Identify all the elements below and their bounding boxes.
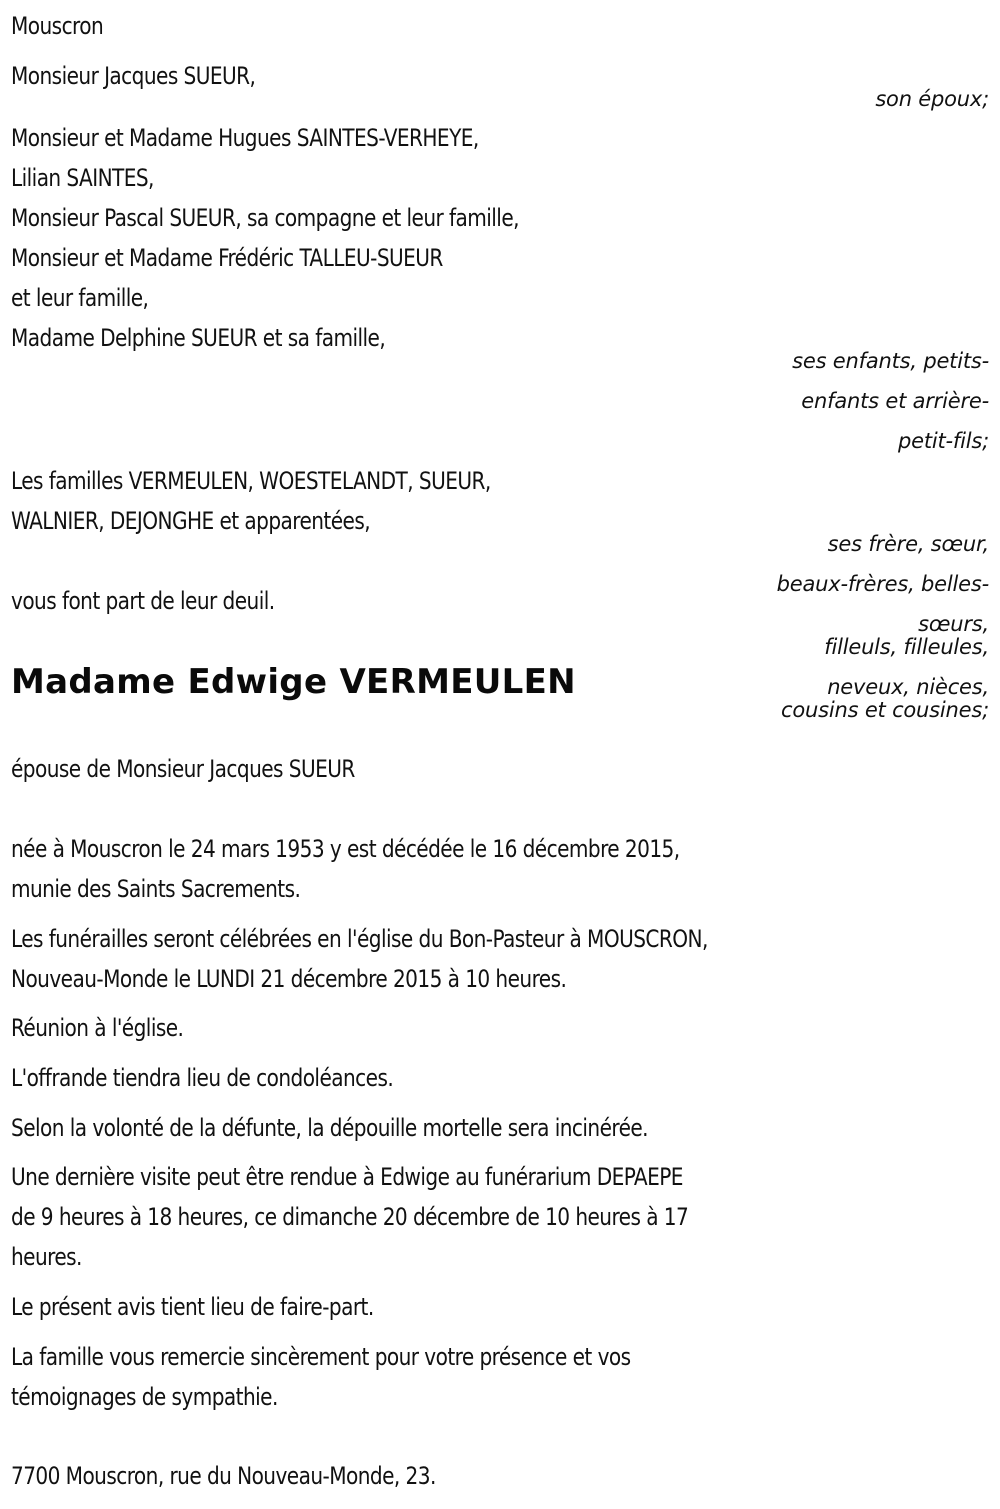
relation-line: neveux, nièces, (827, 675, 989, 699)
spouse-relation: son époux; (875, 87, 989, 111)
families-line: Les familles VERMEULEN, WOESTELANDT, SUEUR, (11, 467, 491, 495)
announcement: vous font part de leur deuil. (11, 587, 275, 615)
families-line: WALNIER, DEJONGHE et apparentées, (11, 507, 371, 535)
children-line: Monsieur et Madame Frédéric TALLEU-SUEUR (11, 244, 443, 272)
deceased-name: Madame Edwige VERMEULEN (11, 662, 576, 702)
text-line: de 9 heures à 18 heures, ce dimanche 20 décembre de 10 heures à 17 (11, 1203, 689, 1231)
meeting: Réunion à l'église. (11, 1014, 184, 1042)
text-line: munie des Saints Sacrements. (11, 875, 301, 903)
relation-line: cousins et cousines; (781, 698, 989, 722)
text-line: heures. (11, 1243, 82, 1271)
relation-line: enfants et arrière- (801, 389, 989, 413)
relation-line: petit-fils; (897, 429, 989, 453)
children-line: Monsieur Pascal SUEUR, sa compagne et leur famille, (11, 204, 519, 232)
children-line: Madame Delphine SUEUR et sa famille, (11, 324, 386, 352)
relation-line: filleuls, filleules, (824, 635, 989, 659)
spouse-line: Monsieur Jacques SUEUR, (11, 62, 256, 90)
spouse-of: épouse de Monsieur Jacques SUEUR (11, 755, 355, 783)
children-line: Lilian SAINTES, (11, 164, 154, 192)
notice-statement: Le présent avis tient lieu de faire-part. (11, 1293, 374, 1321)
relation-line: beaux-frères, belles- (776, 572, 989, 596)
children-line: Monsieur et Madame Hugues SAINTES-VERHEYE, (11, 124, 479, 152)
relation-line: ses frère, sœur, (827, 532, 989, 556)
address: 7700 Mouscron, rue du Nouveau-Monde, 23. (11, 1462, 436, 1490)
text-line: Les funérailles seront célébrées en l'église du Bon-Pasteur à MOUSCRON, (11, 925, 708, 953)
text-line: Une dernière visite peut être rendue à Edwige au funérarium DEPAEPE (11, 1163, 683, 1191)
children-line: et leur famille, (11, 284, 149, 312)
text-line: Nouveau-Monde le LUNDI 21 décembre 2015 à 10 heures. (11, 965, 567, 993)
text-line: témoignages de sympathie. (11, 1383, 278, 1411)
text-line: La famille vous remercie sincèrement pour votre présence et vos (11, 1343, 631, 1371)
cremation: Selon la volonté de la défunte, la dépouille mortelle sera incinérée. (11, 1114, 649, 1142)
offering: L'offrande tiendra lieu de condoléances. (11, 1064, 394, 1092)
relation-line: sœurs, (918, 612, 989, 636)
relation-line: ses enfants, petits- (792, 349, 989, 373)
city: Mouscron (11, 12, 104, 40)
text-line: née à Mouscron le 24 mars 1953 y est décédée le 16 décembre 2015, (11, 835, 680, 863)
